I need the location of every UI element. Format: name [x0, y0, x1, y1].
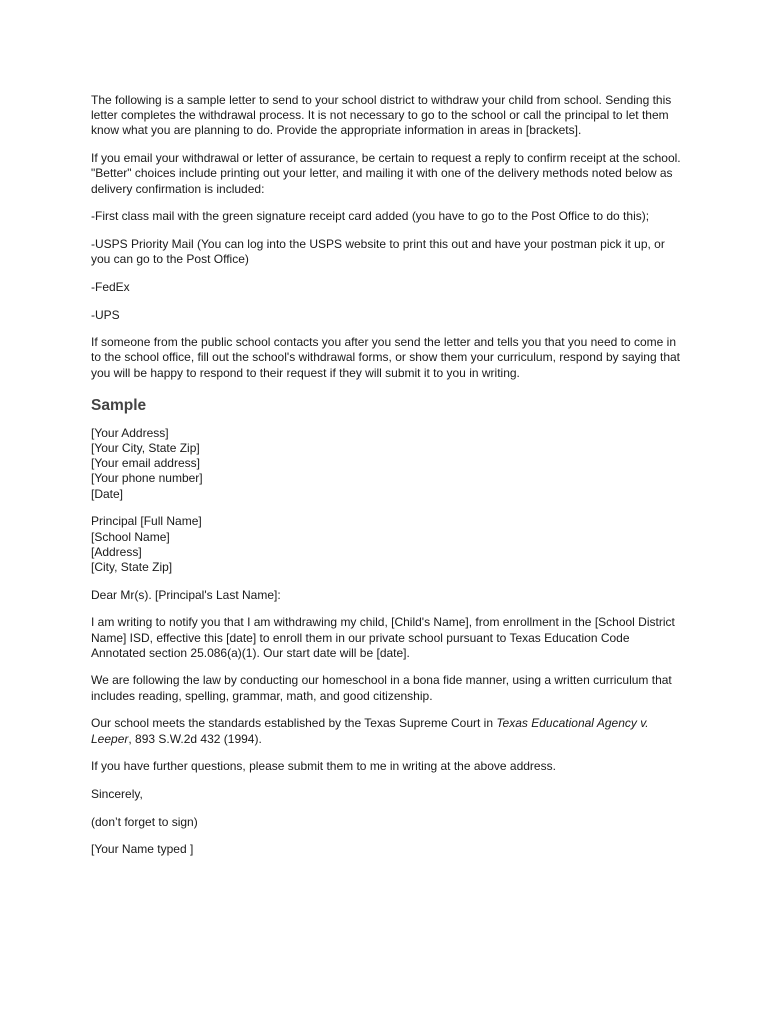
typed-name: [Your Name typed ]	[91, 842, 194, 857]
recipient-address-block	[91, 514, 682, 575]
letter-body-curriculum: We are following the law by conducting our homeschool in a bona fide manner, using a written curriculum that includes reading, spelling, grammar, math, and good citizenship.	[91, 673, 672, 703]
sender-phone: [Your phone number]	[91, 471, 203, 486]
letter-body-questions: If you have further questions, please submit them to me in writing at the above address.	[91, 759, 556, 774]
delivery-paragraph: If you email your withdrawal or letter of assurance, be certain to request a reply to confirm receipt at the school. "Better" choices include printing out your letter, and mailing it with one of the delivery methods noted below as delivery confirmation is included:	[91, 151, 681, 196]
delivery-option-fedex: -FedEx	[91, 279, 130, 294]
salutation: Dear Mr(s). [Principal's Last Name]:	[91, 587, 281, 602]
standards-text-post: , 893 S.W.2d 432 (1994).	[128, 731, 262, 746]
delivery-option-ups: -UPS	[91, 307, 120, 322]
recipient-city: [City, State Zip]	[91, 559, 173, 574]
signature-note: (don’t forget to sign)	[91, 814, 198, 829]
case-citation: Texas Educational Agency v. Leeper	[91, 716, 649, 746]
delivery-option-priority: -USPS Priority Mail (You can log into the USPS website to print this out and have your postman pick it up, or you can go to the Post Office)	[91, 236, 665, 267]
closing: Sincerely,	[91, 787, 143, 801]
sender-email: [Your email address]	[91, 456, 200, 471]
standards-text-pre: Our school meets the standards established by the Texas Supreme Court in	[91, 716, 497, 731]
sender-address-block	[91, 426, 682, 502]
recipient-address: [Address]	[91, 544, 142, 559]
recipient-school: [School Name]	[91, 529, 170, 544]
letter-body-standards	[91, 716, 682, 746]
intro-paragraph: The following is a sample letter to send to your school district to withdraw your child from school. Sending this letter completes the withdrawal process. It is not necessary to go to the school or call the principal to let them know what you are planning to do. Provide the appropriate information in areas in [brackets].	[91, 93, 672, 138]
sample-heading: Sample	[91, 396, 147, 414]
sender-date: [Date]	[91, 486, 124, 501]
contact-paragraph: If someone from the public school contacts you after you send the letter and tells you that you need to come in to the school office, fill out the school's withdrawal forms, or show them your curriculum, respond by saying that you will be happy to respond to their request if they will submit it to you in writing.	[91, 335, 681, 380]
delivery-option-first-class: -First class mail with the green signature receipt card added (you have to go to the Post Office to do this);	[91, 209, 650, 224]
letter-body-withdrawal: I am writing to notify you that I am withdrawing my child, [Child's Name], from enrollment in the [School District Name] ISD, effective this [date] to enroll them in our private school pursuant to Texas Education Code Annotated section 25.086(a)(1). Our start date will be [date].	[91, 615, 675, 660]
sender-address: [Your Address]	[91, 425, 169, 440]
sender-city: [Your City, State Zip]	[91, 441, 200, 456]
recipient-principal: Principal [Full Name]	[91, 514, 202, 529]
